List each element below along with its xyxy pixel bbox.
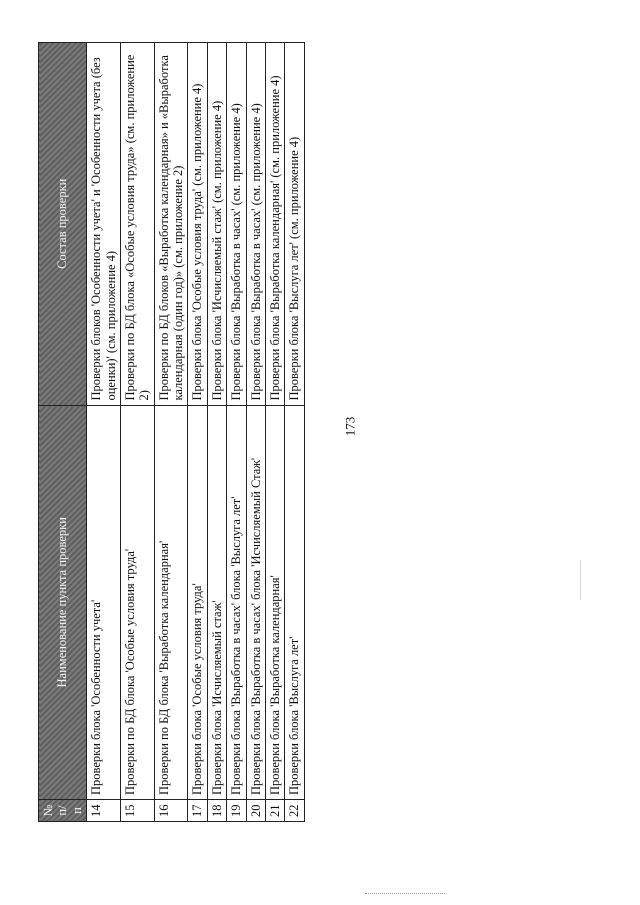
checks-table-container: [38, 42, 305, 822]
row-number: 14: [87, 800, 121, 822]
table-row: [87, 43, 121, 822]
row-check-composition: Проверки по БД блоков «Выработка календарная» и «Выработка календарная (один год)» (см. приложение 2): [154, 43, 188, 406]
table-row: [246, 43, 265, 822]
row-number: 15: [120, 800, 154, 822]
table-row: [207, 43, 226, 822]
row-check-composition: Проверки блока 'Выработка в часах' (см. приложение 4): [227, 43, 246, 406]
row-check-composition: Проверки блока 'Выслуга лет' (см. приложение 4): [285, 43, 304, 406]
table-row: [120, 43, 154, 822]
table-row: [285, 43, 304, 822]
row-number: 18: [207, 800, 226, 822]
row-number: 17: [188, 800, 207, 822]
scan-artifact-dots: [365, 893, 445, 895]
scan-artifact-line: [580, 560, 581, 600]
row-check-name: Проверки блока 'Особенности учета': [87, 405, 121, 799]
header-check-name: Наименование пункта проверки: [39, 405, 87, 799]
row-number: 20: [246, 800, 265, 822]
row-check-composition: Проверки блока 'Выработка в часах' (см. приложение 4): [246, 43, 265, 406]
row-check-name: Проверки блока 'Выработка в часах' блока 'Исчисляемый Стаж': [246, 405, 265, 799]
row-check-composition: Проверки блоков 'Особенности учета' и 'Особенности учета (без оценки)' (см. приложение 4): [87, 43, 121, 406]
table-row: [154, 43, 188, 822]
row-number: 19: [227, 800, 246, 822]
row-check-name: Проверки блока 'Выработка календарная': [265, 405, 284, 799]
row-check-name: Проверки блока 'Особые условия труда': [188, 405, 207, 799]
header-number: № п/п: [39, 800, 87, 822]
table-header-row: [39, 43, 87, 822]
row-check-composition: Проверки блока 'Особые условия труда' (см. приложение 4): [188, 43, 207, 406]
row-check-name: Проверки блока 'Исчисляемый стаж': [207, 405, 226, 799]
row-check-composition: Проверки по БД блока «Особые условия труда» (см. приложение 2): [120, 43, 154, 406]
row-check-name: Проверки блока 'Выслуга лет': [285, 405, 304, 799]
table-body: [87, 43, 305, 822]
table-row: [227, 43, 246, 822]
row-number: 21: [265, 800, 284, 822]
table-row: [265, 43, 284, 822]
checks-table: [38, 42, 305, 822]
row-number: 16: [154, 800, 188, 822]
row-check-name: Проверки блока 'Выработка в часах' блока 'Выслуга лет': [227, 405, 246, 799]
row-number: 22: [285, 800, 304, 822]
table-row: [188, 43, 207, 822]
row-check-name: Проверки по БД блока 'Особые условия труда': [120, 405, 154, 799]
header-check-composition: Состав проверки: [39, 43, 87, 406]
row-check-composition: Проверки блока 'Выработка календарная' (см. приложение 4): [265, 43, 284, 406]
page-number: 173: [342, 416, 358, 437]
row-check-composition: Проверки блока 'Исчисляемый стаж' (см. приложение 4): [207, 43, 226, 406]
row-check-name: Проверки по БД блока 'Выработка календарная': [154, 405, 188, 799]
